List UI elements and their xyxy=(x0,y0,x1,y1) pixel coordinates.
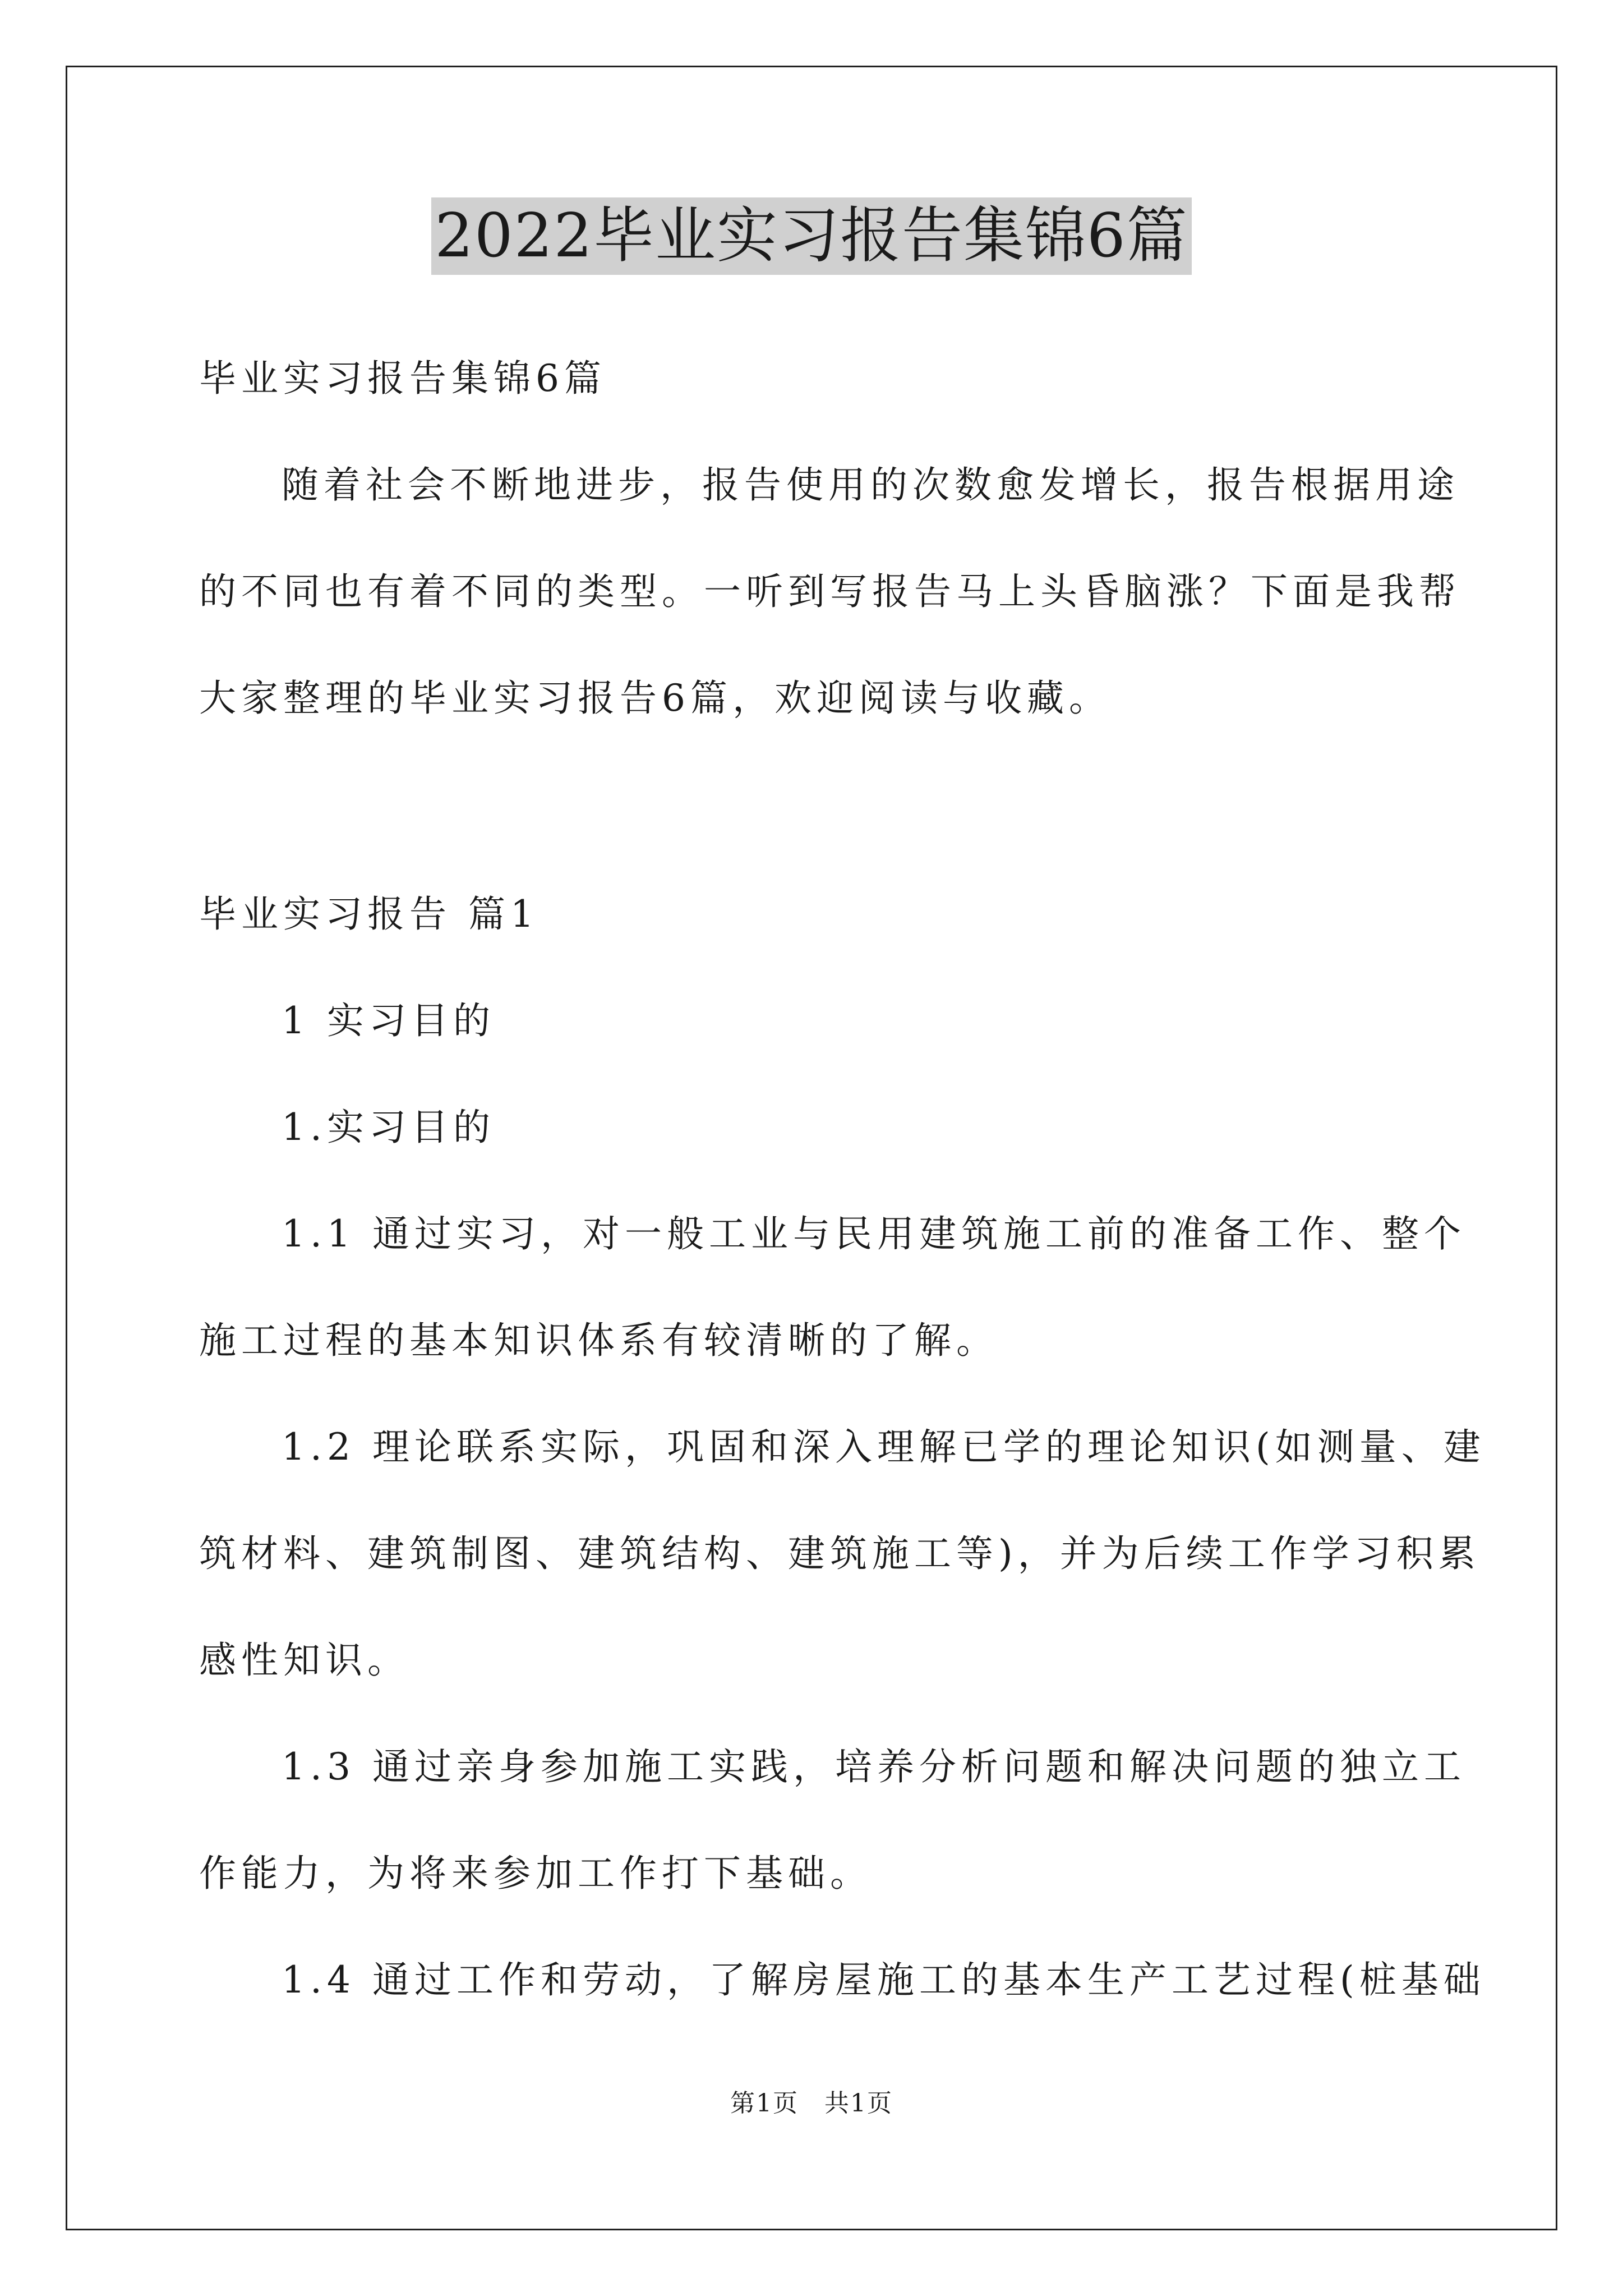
item-line: 1.2 理论联系实际，巩固和深入理解已学的理论知识(如测量、建 xyxy=(282,1425,1486,1469)
intro-line: 的不同也有着不同的类型。一听到写报告马上头昏脑涨？下面是我帮 xyxy=(199,570,1461,613)
item-line: 1.3 通过亲身参加施工实践，培养分析问题和解决问题的独立工 xyxy=(282,1745,1466,1788)
subtitle-text: 毕业实习报告集锦6篇 xyxy=(199,357,606,400)
intro-line: 大家整理的毕业实习报告6篇，欢迎阅读与收藏。 xyxy=(199,677,1111,720)
heading-1-text: 1 实习目的 xyxy=(282,999,495,1042)
document-subtitle[interactable] xyxy=(199,325,1427,432)
item-line: 感性知识。 xyxy=(199,1639,409,1682)
item-line: 1.4 通过工作和劳动，了解房屋施工的基本生产工艺过程(桩基础 xyxy=(282,1958,1486,2001)
item-1-4[interactable] xyxy=(199,1927,1486,2033)
section-heading[interactable] xyxy=(199,861,1427,968)
section-heading-text: 毕业实习报告 篇1 xyxy=(199,892,539,936)
item-line: 1.1 通过实习，对一般工业与民用建筑施工前的准备工作、整个 xyxy=(282,1212,1466,1255)
item-1-3[interactable] xyxy=(199,1714,1466,1927)
item-1-2[interactable] xyxy=(199,1394,1486,1714)
heading-2[interactable] xyxy=(199,1074,1427,1181)
page-footer xyxy=(0,2087,1623,2120)
heading-1[interactable] xyxy=(199,968,1427,1074)
intro-paragraph[interactable] xyxy=(199,432,1461,752)
heading-2-text: 1.实习目的 xyxy=(282,1106,495,1149)
item-1-1[interactable] xyxy=(199,1181,1466,1394)
intro-line: 随着社会不断地进步，报告使用的次数愈发增长，报告根据用途 xyxy=(282,463,1459,507)
item-line: 作能力，为将来参加工作打下基础。 xyxy=(199,1852,872,1895)
page-number: 第1页 共1页 xyxy=(730,2089,893,2118)
item-line: 筑材料、建筑制图、建筑结构、建筑施工等)，并为后续工作学习积累 xyxy=(199,1532,1481,1575)
document-title[interactable]: 2022毕业实习报告集锦6篇 xyxy=(431,197,1192,275)
item-line: 施工过程的基本知识体系有较清晰的了解。 xyxy=(199,1319,998,1362)
title-container xyxy=(0,197,1623,275)
